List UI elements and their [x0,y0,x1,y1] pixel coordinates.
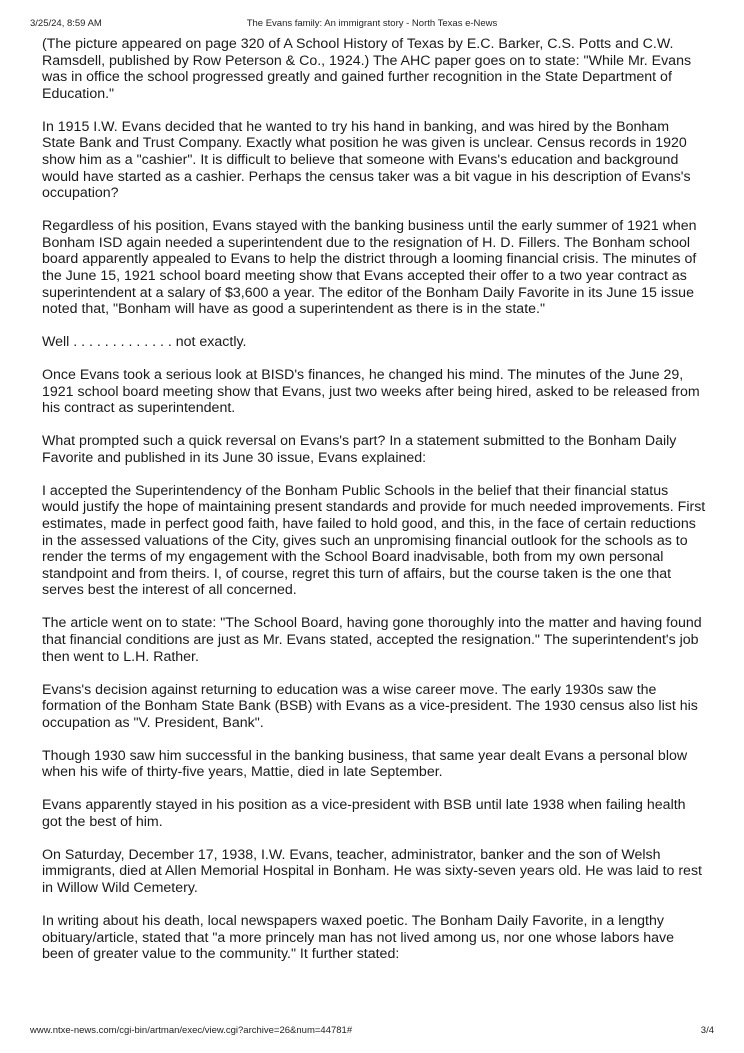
paragraph: (The picture appeared on page 320 of A School History of Texas by E.C. Barker, C.S. Potts and C.W. Ramsdell, published by Row Peterson & Co., 1924.) The AHC paper goes on to state: "While Mr. Evans was in office the school progressed greatly and gained further recognition in the State Department of Education." [42,36,692,102]
paragraph: On Saturday, December 17, 1938, I.W. Evans, teacher, administrator, banker and the son of Welsh immigrants, died at Allen Memorial Hospital in Bonham. He was sixty-seven years old. He was laid to rest in Willow Wild Cemetery. [42,846,702,897]
page-url: www.ntxe-news.com/cgi-bin/artman/exec/view.cgi?archive=26&num=44781# [30,1025,353,1036]
print-header [30,18,714,32]
print-footer [30,1025,714,1039]
page-number: 3/4 [700,1025,714,1036]
paragraph: The article went on to state: "The School Board, having gone thoroughly into the matter and having found that financial conditions are just as Mr. Evans stated, accepted the resignation." The superintendent's job then went to L.H. Rather. [42,615,702,665]
page-title: The Evans family: An immigrant story - North Texas e-News [246,18,498,29]
paragraph: Evans apparently stayed in his position as a vice-president with BSB until late 1938 when failing health got the best of him. [42,797,686,830]
article-body [42,36,706,979]
paragraph: What prompted such a quick reversal on Evans's part? In a statement submitted to the Bonham Daily Favorite and published in its June 30 issue, Evans explained: [42,433,677,466]
paragraph: In writing about his death, local newspapers waxed poetic. The Bonham Daily Favorite, in a lengthy obituary/article, stated that "a more princely man has not lived among us, nor one whose labors have been of greater value to the community." It further stated: [42,913,674,963]
quoted-statement: I accepted the Superintendency of the Bonham Public Schools in the belief that their financial status would justify the hope of maintaining present standards and provide for much needed improvements. First estimates, made in perfect good faith, have failed to hold good, and this, in the face of certain reductions in the assessed valuations of the City, gives such an unpromising financial outlook for the schools as to render the terms of my engagement with the School Board inadvisable, both from my own personal standpoint and from theirs. I, of course, regret this turn of affairs, but the course taken is the one that serves best the interest of all concerned. [42,482,706,599]
paragraph: In 1915 I.W. Evans decided that he wanted to try his hand in banking, and was hired by the Bonham State Bank and Trust Company. Exactly what position he was given is unclear. Census records in 1920 show him as a "cashier". It is difficult to believe that someone with Evans's education and background would have started as a cashier. Perhaps the census taker was a bit vague in his description of Evans's occupation? [42,118,691,202]
paragraph: Well . . . . . . . . . . . . . not exactly. [42,334,247,351]
paragraph: Evans's decision against returning to education was a wise career move. The early 1930s saw the formation of the Bonham State Bank (BSB) with Evans as a vice-president. The 1930 census also list his occupation as "V. President, Bank". [42,681,698,731]
paragraph: Once Evans took a serious look at BISD's finances, he changed his mind. The minutes of the June 29, 1921 school board meeting show that Evans, just two weeks after being hired, asked to be released from his contract as superintendent. [42,367,700,417]
paragraph: Regardless of his position, Evans stayed with the banking business until the early summer of 1921 when Bonham ISD again needed a superintendent due to the resignation of H. D. Fillers. The Bonham school board apparently appealed to Evans to help the district through a looming financial crisis. The minutes of the June 15, 1921 school board meeting show that Evans accepted their offer to a two year contract as superintendent at a salary of $3,600 a year. The editor of the Bonham Daily Favorite in its June 15 issue noted that, "Bonham will have as good a superintendent as there is in the state." [42,218,697,318]
print-timestamp: 3/25/24, 8:59 AM [30,18,102,29]
paragraph: Though 1930 saw him successful in the banking business, that same year dealt Evans a personal blow when his wife of thirty-five years, Mattie, died in late September. [42,747,688,781]
